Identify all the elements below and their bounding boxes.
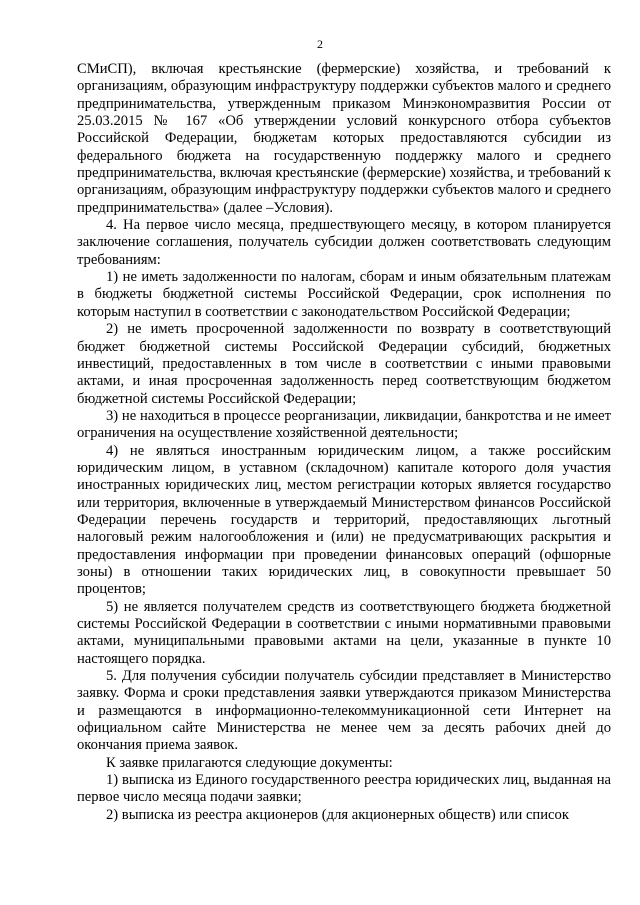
requirement-1: 1) не иметь задолженности по налогам, сборам и иным обязательным платежам в бюджеты бюджетной системы Российской Федерации, срок исполнения по которым наступил в соответствии с законодательством Российской Федерации; (77, 269, 611, 320)
paragraph-item-4: 4. На первое число месяца, предшествующего месяцу, в котором планируется заключение соглашения, получатель субсидии должен соответствовать следующим требованиям: (77, 217, 611, 268)
paragraph-continuation: СМиСП), включая крестьянские (фермерские) хозяйства, и требований к организациям, образующим инфраструктуру поддержки субъектов малого и среднего предпринимательства, утвержденным приказом Минэкономразвития России от 25.03.2015 № 167 «Об утверждении условий конкурсного отбора субъектов Российской Федерации, бюджетам которых предоставляются субсидии из федерального бюджета на государственную поддержку малого и среднего предпринимательства, включая крестьянские (фермерские) хозяйства, и требований к организациям, образующим инфраструктуру поддержки субъектов малого и среднего предпринимательства» (далее –Условия). (77, 61, 612, 216)
document-body (77, 61, 611, 824)
paragraph-item-5: 5. Для получения субсидии получатель субсидии представляет в Министерство заявку. Форма и сроки представления заявки утверждаются приказом Министерства и размещаются в информационно-телекоммуникационной сети Интернет на официальном сайте Министерства не менее чем за десять рабочих дней до окончания приема заявок. (77, 668, 611, 754)
requirement-4: 4) не являться иностранным юридическим лицом, а также российским юридическим лицом, в уставном (складочном) капитале которого доля участия иностранных юридических лиц, местом регистрации которых является государство или территория, включенные в утверждаемый Министерством финансов Российской Федерации перечень государств и территорий, предоставляющих льготный налоговый режим налогообложения и (или) не предусматривающих раскрытия и предоставления информации при проведении финансовых операций (офшорные зоны) в отношении таких юридических лиц, в совокупности превышает 50 процентов; (77, 442, 611, 598)
attachments-intro: К заявке прилагаются следующие документы: (106, 754, 393, 771)
attachment-2: 2) выписка из реестра акционеров (для акционерных обществ) или список (106, 806, 569, 823)
requirement-5: 5) не является получателем средств из соответствующего бюджета бюджетной системы Российской Федерации в соответствии с иными нормативными правовыми актами, муниципальными правовыми актами на цели, указанные в пункте 10 настоящего порядка. (77, 598, 611, 667)
requirement-3: 3) не находиться в процессе реорганизации, ликвидации, банкротства и не имеет ограничения на осуществление хозяйственной деятельности; (77, 407, 611, 442)
requirement-2: 2) не иметь просроченной задолженности по возврату в соответствующий бюджет бюджетной системы Российской Федерации субсидий, бюджетных инвестиций, предоставленных в том числе в соответствии с иными правовыми актами, и иная просроченная задолженность перед соответствующим бюджетом бюджетной системы Российской Федерации; (77, 321, 611, 407)
attachment-1: 1) выписка из Единого государственного реестра юридических лиц, выданная на первое число месяца подачи заявки; (77, 772, 611, 806)
page-number: 2 (317, 37, 323, 51)
